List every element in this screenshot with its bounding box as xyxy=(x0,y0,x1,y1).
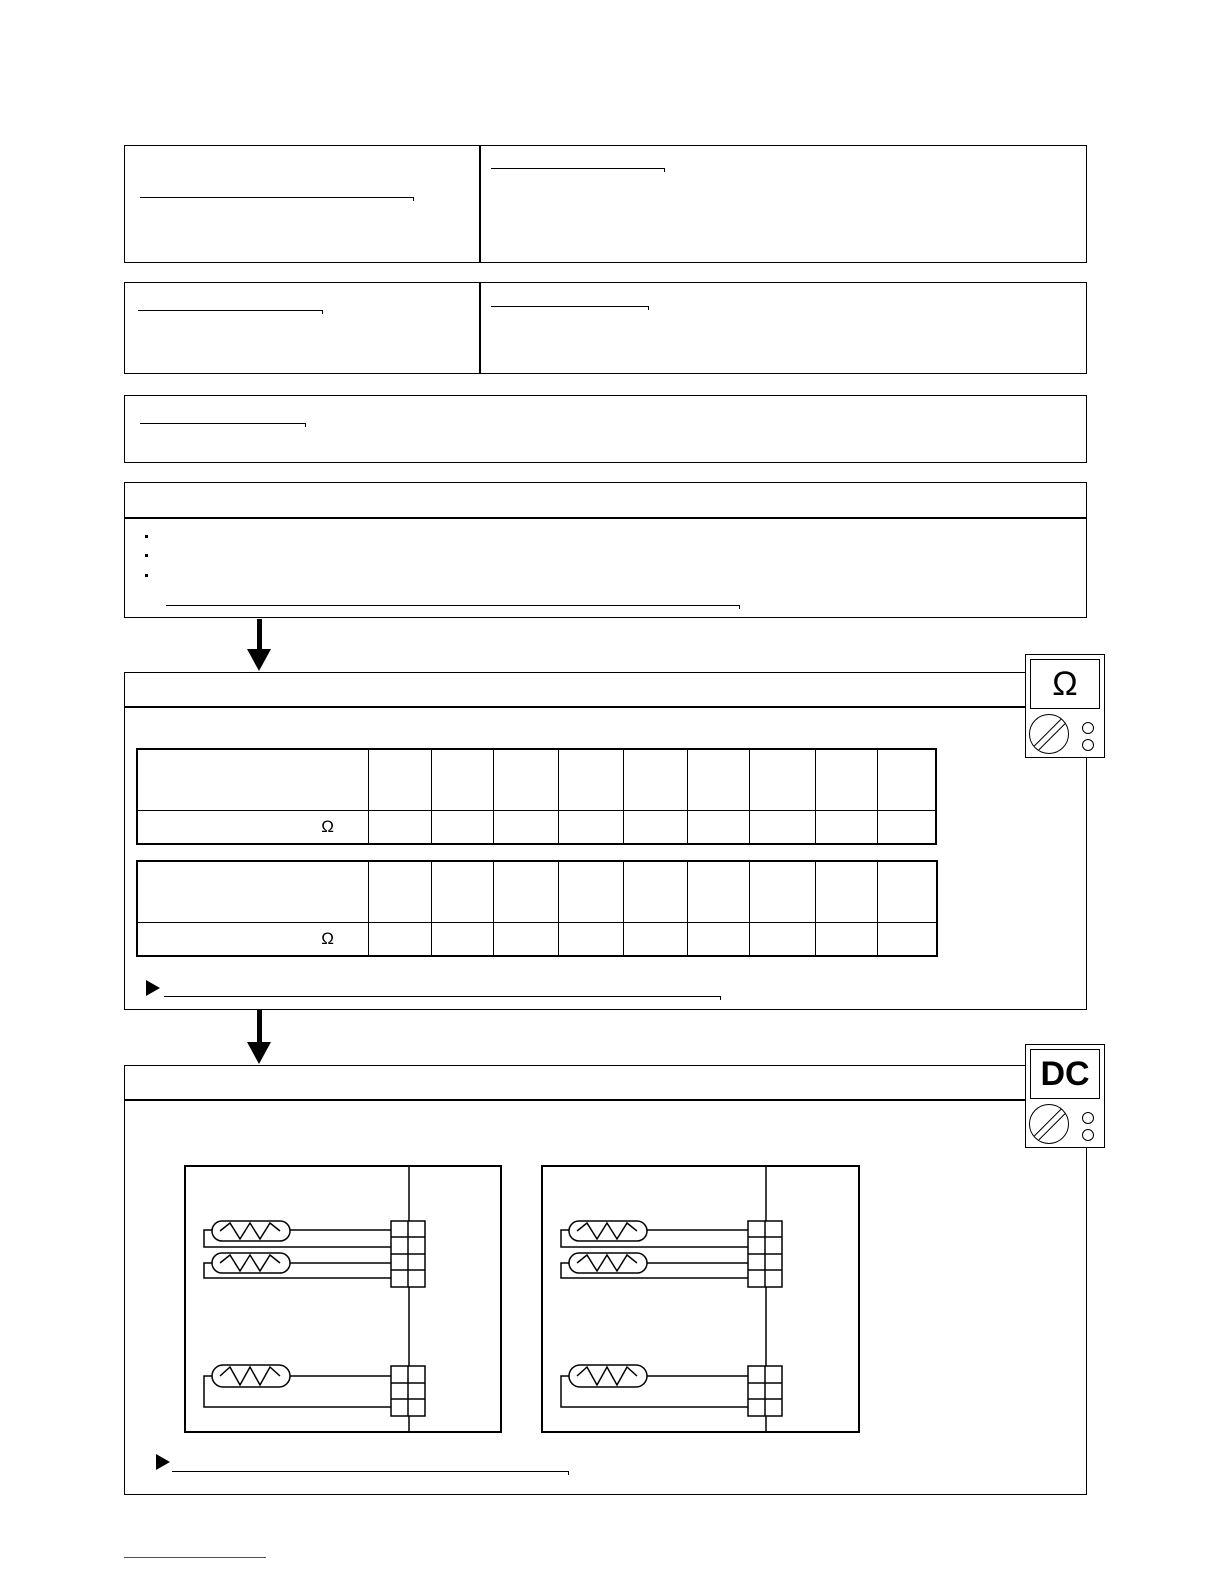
pointer-triangle-icon xyxy=(146,980,160,996)
meter-display: DC xyxy=(1030,1049,1100,1099)
connector-icon xyxy=(748,1366,782,1416)
info-box-1 xyxy=(124,145,1087,263)
voltage-result-underline xyxy=(172,1471,568,1472)
preconditions-underline xyxy=(166,605,739,606)
info-box-3-underline xyxy=(140,423,305,424)
wiring-diagram-2-svg xyxy=(543,1167,858,1431)
wiring-diagram-1 xyxy=(184,1165,502,1433)
preconditions-header-rule xyxy=(124,517,1087,519)
resistance-check-header-rule xyxy=(124,706,1087,708)
thermistor-icon xyxy=(561,1221,748,1247)
dc-meter-icon xyxy=(1025,1044,1105,1148)
bullet-dot xyxy=(145,554,148,557)
resistance-result-underline xyxy=(164,996,720,997)
meter-display: Ω xyxy=(1030,659,1100,709)
thermistor-icon xyxy=(204,1253,391,1278)
connector-icon xyxy=(391,1221,425,1287)
thermistor-icon xyxy=(204,1221,391,1247)
thermistor-icon xyxy=(204,1365,391,1407)
info-box-1-divider xyxy=(479,145,481,263)
wiring-diagram-1-svg xyxy=(186,1167,500,1431)
down-arrow-icon xyxy=(257,619,262,657)
thermistor-icon xyxy=(561,1253,748,1278)
voltage-check-header-rule xyxy=(124,1099,1087,1101)
down-arrow-icon xyxy=(257,1010,262,1050)
meter-dial-icon xyxy=(1029,1104,1069,1144)
resistance-unit-label: Ω xyxy=(137,810,369,844)
connector-icon xyxy=(748,1221,782,1287)
resistance-table-2 xyxy=(136,860,938,957)
info-box-1-left-underline xyxy=(140,197,413,198)
info-box-2-left-underline xyxy=(138,310,322,311)
connector-icon xyxy=(391,1366,425,1416)
bullet-dot xyxy=(145,574,148,577)
wiring-diagram-2 xyxy=(541,1165,860,1433)
meter-dial-icon xyxy=(1029,714,1069,754)
resistance-unit-label: Ω xyxy=(137,922,369,956)
info-box-2 xyxy=(124,282,1087,374)
info-box-3 xyxy=(124,395,1087,463)
pointer-triangle-icon xyxy=(156,1454,170,1470)
preconditions-box xyxy=(124,482,1087,618)
thermistor-icon xyxy=(561,1365,748,1407)
meter-jack-icon xyxy=(1082,1112,1094,1124)
resistance-table-1 xyxy=(136,748,937,845)
info-box-2-right-underline xyxy=(491,306,648,307)
meter-jack-icon xyxy=(1082,739,1094,751)
meter-jack-icon xyxy=(1082,722,1094,734)
info-box-1-right-underline xyxy=(491,168,664,169)
info-box-2-divider xyxy=(479,282,481,374)
ohm-meter-icon xyxy=(1025,654,1105,758)
footer-link-underline[interactable] xyxy=(124,1557,266,1558)
meter-jack-icon xyxy=(1082,1129,1094,1141)
bullet-dot xyxy=(145,535,148,538)
